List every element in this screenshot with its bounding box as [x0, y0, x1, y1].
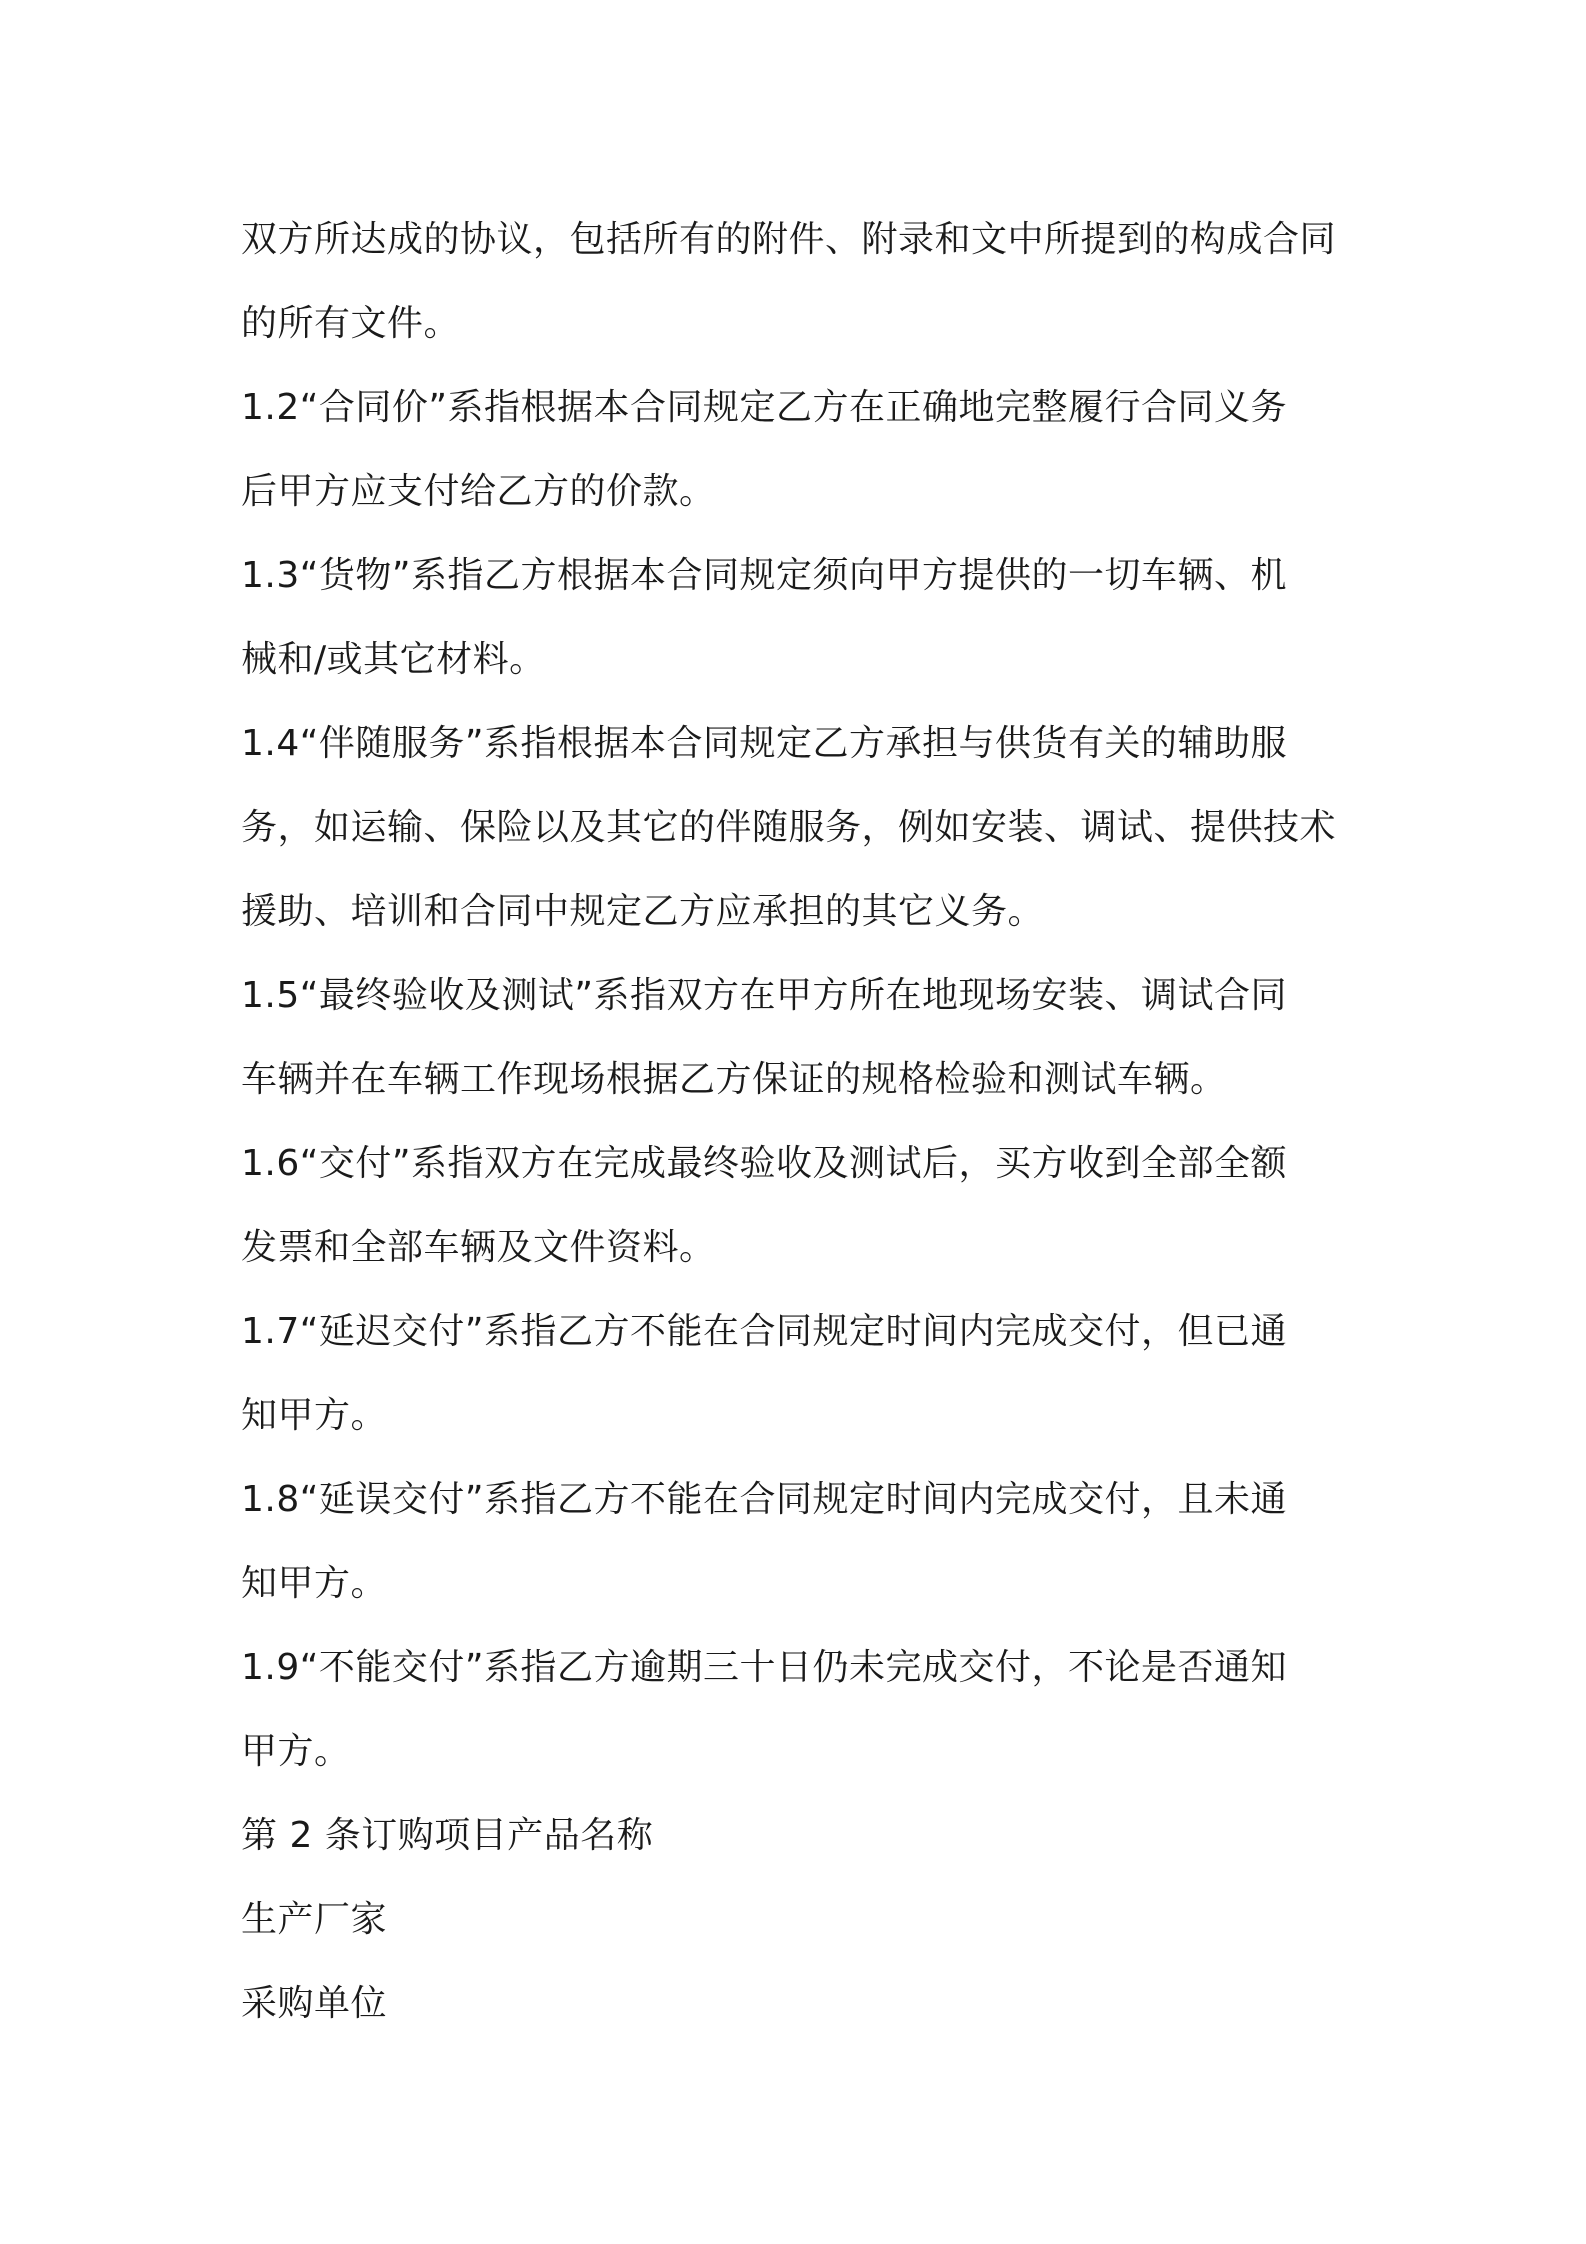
- text-line: 发票和全部车辆及文件资料。: [241, 1227, 716, 1268]
- text-line: 1.8“延误交付”系指乙方不能在合同规定时间内完成交付，且未通: [241, 1479, 1288, 1520]
- text-line: 1.9“不能交付”系指乙方逾期三十日仍未完成交付，不论是否通知: [241, 1647, 1288, 1688]
- article-2-heading: [241, 1794, 1356, 1878]
- text-line: 1.6“交付”系指双方在完成最终验收及测试后，买方收到全部全额: [241, 1143, 1288, 1184]
- text-line: 第 2 条订购项目产品名称: [241, 1815, 654, 1856]
- text-line: 1.3“货物”系指乙方根据本合同规定须向甲方提供的一切车辆、机: [241, 555, 1288, 596]
- text-line: 1.5“最终验收及测试”系指双方在甲方所在地现场安装、调试合同: [241, 975, 1288, 1016]
- contract-body: [241, 198, 1356, 2046]
- text-line: 1.2“合同价”系指根据本合同规定乙方在正确地完整履行合同义务: [241, 387, 1288, 428]
- paragraph-goods: [241, 534, 1356, 702]
- paragraph-non-delivery: [241, 1626, 1356, 1794]
- text-line: 生产厂家: [241, 1899, 388, 1940]
- paragraph-accompanying-services: [241, 702, 1356, 954]
- paragraph-contract-price: [241, 366, 1356, 534]
- text-line: 采购单位: [241, 1983, 388, 2024]
- paragraph-delayed-delivery: [241, 1458, 1356, 1626]
- text-line: 的所有文件。: [241, 303, 461, 344]
- text-line: 车辆并在车辆工作现场根据乙方保证的规格检验和测试车辆。: [241, 1059, 1227, 1100]
- paragraph-late-delivery: [241, 1290, 1356, 1458]
- paragraph-delivery: [241, 1122, 1356, 1290]
- text-line: 知甲方。: [241, 1563, 388, 1604]
- manufacturer-label: [241, 1878, 1356, 1962]
- text-line: 后甲方应支付给乙方的价款。: [241, 471, 716, 512]
- text-line: 务，如运输、保险以及其它的伴随服务，例如安装、调试、提供技术: [241, 807, 1337, 848]
- text-line: 1.4“伴随服务”系指根据本合同规定乙方承担与供货有关的辅助服: [241, 723, 1288, 764]
- text-line: 甲方。: [241, 1731, 351, 1772]
- paragraph-contract-definition: [241, 198, 1356, 366]
- text-line: 械和/或其它材料。: [241, 639, 546, 680]
- text-line: 援助、培训和合同中规定乙方应承担的其它义务。: [241, 891, 1045, 932]
- text-line: 1.7“延迟交付”系指乙方不能在合同规定时间内完成交付，但已通: [241, 1311, 1288, 1352]
- text-line: 知甲方。: [241, 1395, 388, 1436]
- purchasing-unit-label: [241, 1962, 1356, 2046]
- paragraph-final-acceptance: [241, 954, 1356, 1122]
- text-line: 双方所达成的协议，包括所有的附件、附录和文中所提到的构成合同: [241, 219, 1337, 260]
